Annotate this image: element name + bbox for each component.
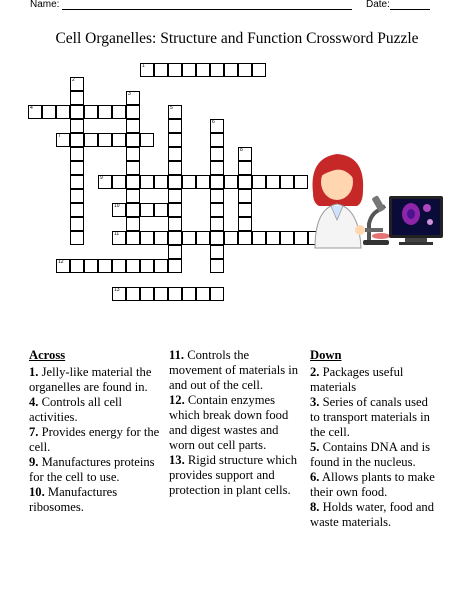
clue-number-label: 11. (169, 348, 185, 362)
crossword-cell[interactable] (140, 63, 154, 77)
clue-item (29, 485, 162, 515)
clue-text: Jelly-like material the organelles are found in. (29, 365, 152, 394)
crossword-cell[interactable] (210, 175, 224, 189)
crossword-cell[interactable] (210, 189, 224, 203)
crossword-cell[interactable] (70, 147, 84, 161)
crossword-cell[interactable] (140, 259, 154, 273)
crossword-cell[interactable] (210, 245, 224, 259)
clue-text: Rigid structure which provides support and protection in plant cells. (169, 453, 298, 497)
crossword-cell[interactable] (112, 105, 126, 119)
clue-number: 5 (170, 105, 173, 111)
clue-number-label: 10. (29, 485, 45, 499)
clue-text: Allows plants to make their own food. (310, 470, 435, 499)
clue-number-label: 9. (29, 455, 39, 469)
crossword-cell[interactable] (70, 175, 84, 189)
crossword-cell[interactable] (224, 231, 238, 245)
crossword-cell[interactable] (168, 133, 182, 147)
crossword-cell[interactable] (210, 287, 224, 301)
crossword-cell[interactable] (84, 105, 98, 119)
clue-text: Controls all cell activities. (29, 395, 123, 424)
clue-text: Packages useful materials (310, 365, 404, 394)
crossword-cell[interactable] (210, 161, 224, 175)
crossword-cell[interactable] (112, 175, 126, 189)
crossword-cell[interactable] (168, 147, 182, 161)
clue-number: 8 (240, 147, 243, 153)
clue-number-label: 12. (169, 393, 185, 407)
clue-number: 2 (72, 77, 75, 83)
crossword-cell[interactable] (210, 119, 224, 133)
crossword-cell[interactable] (182, 287, 196, 301)
crossword-cell[interactable] (196, 287, 210, 301)
crossword-cell[interactable] (70, 161, 84, 175)
down-clues (310, 348, 440, 530)
crossword-cell[interactable] (266, 231, 280, 245)
crossword-cell[interactable] (112, 203, 126, 217)
clue-number: 4 (30, 105, 33, 111)
crossword-cell[interactable] (196, 63, 210, 77)
crossword-cell[interactable] (126, 203, 140, 217)
crossword-cell[interactable] (126, 217, 140, 231)
clue-number-label: 7. (29, 425, 39, 439)
clue-item (310, 470, 440, 500)
scientist-figure (313, 154, 366, 248)
clue-item (169, 453, 305, 498)
clue-item (310, 440, 440, 470)
clue-item (310, 365, 440, 395)
crossword-cell[interactable] (266, 175, 280, 189)
crossword-cell[interactable] (140, 175, 154, 189)
crossword-cell[interactable] (70, 189, 84, 203)
crossword-cell[interactable] (28, 105, 42, 119)
crossword-cell[interactable] (140, 231, 154, 245)
crossword-cell[interactable] (238, 161, 252, 175)
crossword-cell[interactable] (98, 133, 112, 147)
crossword-cell[interactable] (42, 105, 56, 119)
crossword-cell[interactable] (154, 175, 168, 189)
crossword-cell[interactable] (98, 105, 112, 119)
crossword-cell[interactable] (70, 133, 84, 147)
crossword-cell[interactable] (70, 105, 84, 119)
crossword-cell[interactable] (238, 231, 252, 245)
clue-text: Contain enzymes which break down food and digest wastes and worn out cell parts. (169, 393, 289, 452)
crossword-cell[interactable] (168, 245, 182, 259)
across-clues (29, 348, 162, 515)
crossword-cell[interactable] (280, 231, 294, 245)
down-heading: Down (310, 348, 342, 362)
clue-item (29, 455, 162, 485)
crossword-cell[interactable] (168, 217, 182, 231)
clue-number: 12 (58, 259, 64, 265)
clue-text: Contains DNA and is found in the nucleus. (310, 440, 430, 469)
crossword-cell[interactable] (126, 105, 140, 119)
crossword-cell[interactable] (182, 63, 196, 77)
crossword-cell[interactable] (168, 259, 182, 273)
crossword-cell[interactable] (252, 175, 266, 189)
crossword-cell[interactable] (70, 91, 84, 105)
clue-number-label: 13. (169, 453, 185, 467)
clue-number: 9 (100, 175, 103, 181)
clue-item (310, 395, 440, 440)
crossword-cell[interactable] (154, 231, 168, 245)
clue-number: 6 (212, 119, 215, 125)
clue-text: Controls the movement of materials in and out of the cell. (169, 348, 299, 392)
crossword-cell[interactable] (70, 259, 84, 273)
crossword-cell[interactable] (196, 231, 210, 245)
monitor-icon (389, 196, 443, 245)
crossword-cell[interactable] (56, 105, 70, 119)
crossword-cell[interactable] (168, 175, 182, 189)
crossword-cell[interactable] (154, 287, 168, 301)
clue-number: 10 (114, 203, 120, 209)
crossword-cell[interactable] (168, 105, 182, 119)
crossword-cell[interactable] (70, 231, 84, 245)
clue-text: Series of canals used to transport materials in the cell. (310, 395, 430, 439)
crossword-cell[interactable] (70, 203, 84, 217)
microscope-icon (363, 195, 390, 245)
crossword-cell[interactable] (56, 133, 70, 147)
crossword-cell[interactable] (70, 119, 84, 133)
crossword-cell[interactable] (154, 203, 168, 217)
clue-number-label: 2. (310, 365, 320, 379)
clue-number-label: 6. (310, 470, 320, 484)
crossword-cell[interactable] (70, 217, 84, 231)
clue-number: 3 (128, 91, 131, 97)
crossword-cell[interactable] (238, 217, 252, 231)
crossword-cell[interactable] (126, 175, 140, 189)
crossword-cell[interactable] (210, 63, 224, 77)
crossword-cell[interactable] (126, 189, 140, 203)
clue-number-label: 1. (29, 365, 39, 379)
crossword-cell[interactable] (126, 91, 140, 105)
crossword-cell[interactable] (182, 175, 196, 189)
clue-number: 7 (58, 133, 61, 139)
crossword-cell[interactable] (126, 133, 140, 147)
crossword-cell[interactable] (140, 287, 154, 301)
name-label: Name: (30, 0, 60, 10)
crossword-cell[interactable] (154, 63, 168, 77)
clue-text: Holds water, food and waste materials. (310, 500, 435, 529)
crossword-cell[interactable] (84, 133, 98, 147)
crossword-cell[interactable] (238, 147, 252, 161)
crossword-cell[interactable] (182, 231, 196, 245)
clue-number-label: 3. (310, 395, 320, 409)
clue-item (310, 500, 440, 530)
date-label: Date: (366, 0, 390, 10)
crossword-cell[interactable] (126, 231, 140, 245)
crossword-cell[interactable] (210, 217, 224, 231)
crossword-cell[interactable] (168, 203, 182, 217)
clue-text: Manufactures ribosomes. (29, 485, 118, 514)
crossword-cell[interactable] (126, 259, 140, 273)
clue-item (169, 348, 305, 393)
clue-number: 1 (142, 63, 145, 69)
crossword-cell[interactable] (126, 147, 140, 161)
crossword-cell[interactable] (238, 189, 252, 203)
clue-number: 13 (114, 287, 120, 293)
clue-number-label: 5. (310, 440, 320, 454)
clue-item (29, 425, 162, 455)
crossword-cell[interactable] (252, 63, 266, 77)
crossword-cell[interactable] (140, 203, 154, 217)
crossword-cell[interactable] (238, 203, 252, 217)
across-clues-continued (169, 348, 305, 498)
crossword-cell[interactable] (238, 175, 252, 189)
clue-item (169, 393, 305, 453)
crossword-cell[interactable] (98, 175, 112, 189)
crossword-cell[interactable] (112, 231, 126, 245)
clue-number-label: 8. (310, 500, 320, 514)
crossword-cell[interactable] (210, 203, 224, 217)
crossword-cell[interactable] (168, 231, 182, 245)
crossword-cell[interactable] (224, 63, 238, 77)
clue-item (29, 365, 162, 395)
crossword-cell[interactable] (126, 287, 140, 301)
crossword-cell[interactable] (70, 77, 84, 91)
across-heading: Across (29, 348, 66, 362)
crossword-cell[interactable] (56, 259, 70, 273)
page-title: Cell Organelles: Structure and Function Crossword Puzzle (55, 30, 419, 47)
crossword-cell[interactable] (210, 133, 224, 147)
crossword-cell[interactable] (252, 231, 266, 245)
clue-number-label: 4. (29, 395, 39, 409)
clue-number: 11 (114, 231, 120, 237)
crossword-cell[interactable] (168, 63, 182, 77)
crossword-cell[interactable] (112, 133, 126, 147)
crossword-cell[interactable] (112, 287, 126, 301)
crossword-cell[interactable] (210, 231, 224, 245)
crossword-cell[interactable] (98, 259, 112, 273)
crossword-cell[interactable] (280, 175, 294, 189)
crossword-cell[interactable] (126, 161, 140, 175)
crossword-cell[interactable] (126, 119, 140, 133)
crossword-cell[interactable] (112, 259, 126, 273)
crossword-cell[interactable] (168, 189, 182, 203)
crossword-cell[interactable] (168, 119, 182, 133)
crossword-cell[interactable] (196, 175, 210, 189)
crossword-cell[interactable] (224, 175, 238, 189)
crossword-cell[interactable] (140, 133, 154, 147)
clue-text: Provides energy for the cell. (29, 425, 160, 454)
crossword-cell[interactable] (168, 161, 182, 175)
clue-item (29, 395, 162, 425)
clue-text: Manufactures proteins for the cell to use. (29, 455, 155, 484)
crossword-cell[interactable] (238, 63, 252, 77)
crossword-cell[interactable] (168, 287, 182, 301)
crossword-cell[interactable] (210, 259, 224, 273)
crossword-cell[interactable] (210, 147, 224, 161)
scientist-with-microscope-illustration (305, 148, 445, 253)
crossword-cell[interactable] (84, 259, 98, 273)
crossword-cell[interactable] (154, 259, 168, 273)
